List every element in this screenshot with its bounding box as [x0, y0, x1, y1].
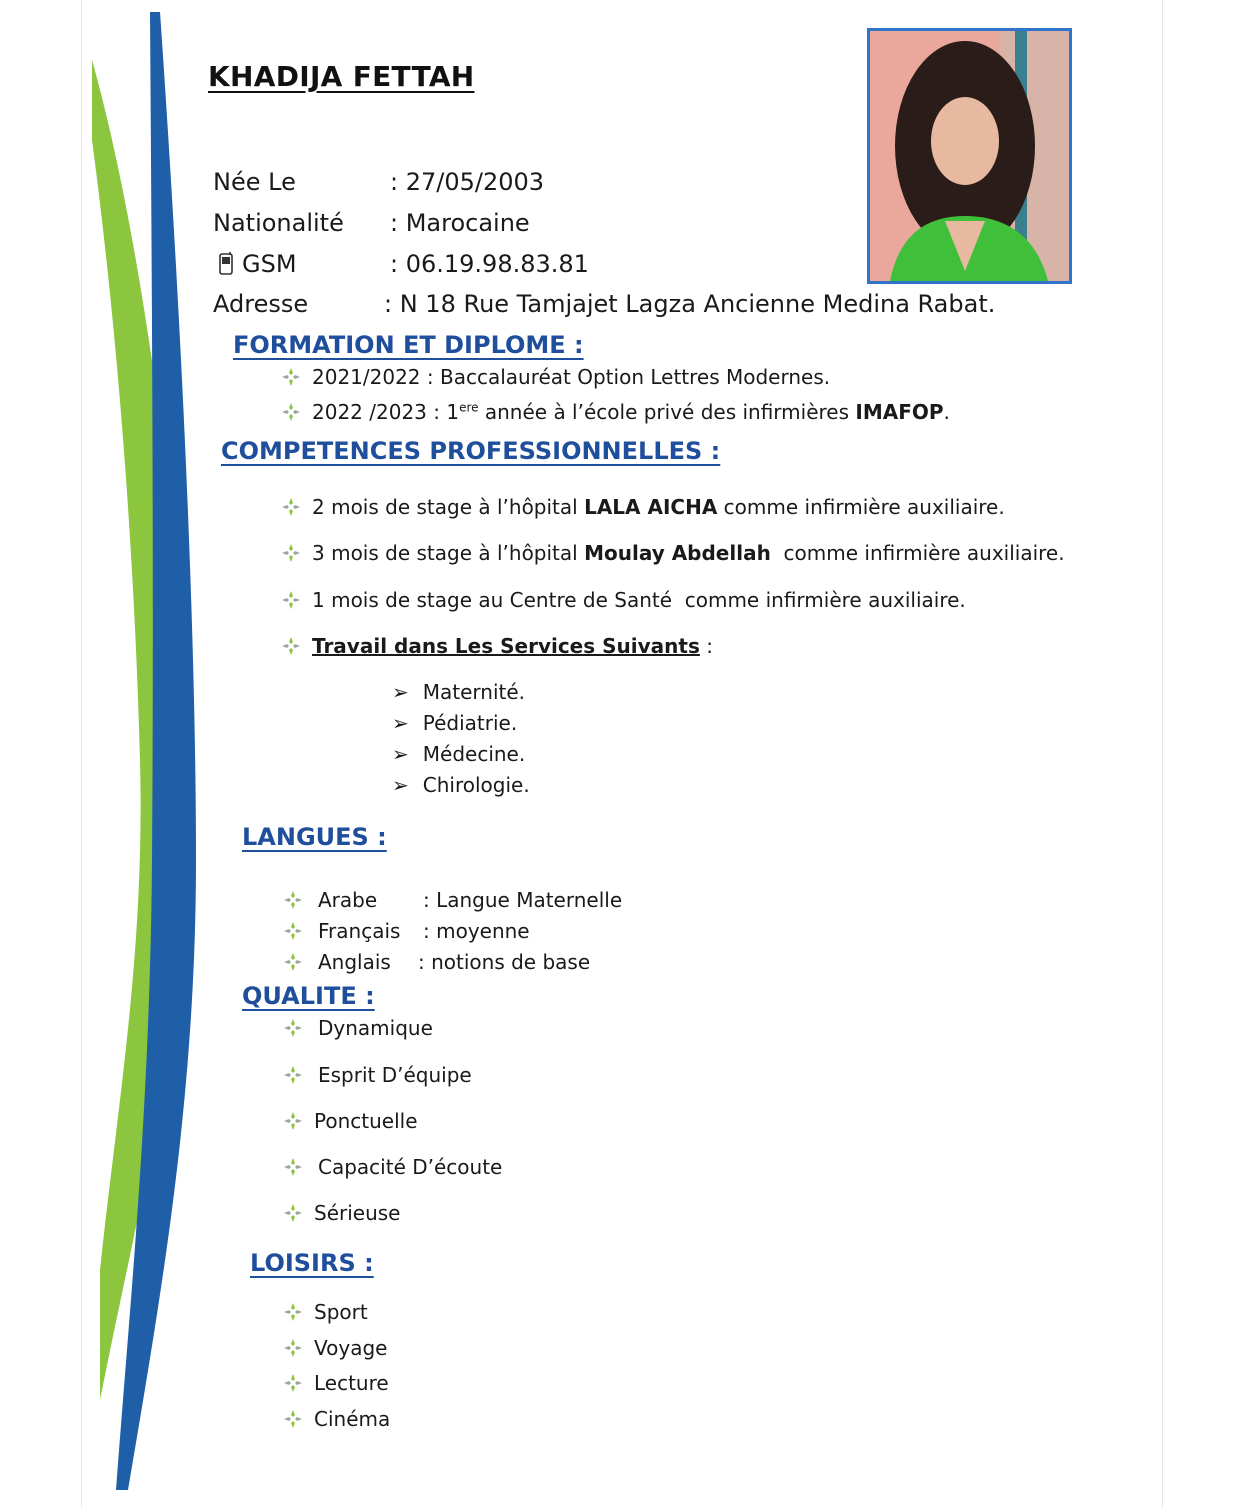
section-title-qualite: QUALITE : — [242, 982, 375, 1010]
services-colon: : — [699, 634, 713, 658]
info-value-nationality: : Marocaine — [390, 209, 530, 237]
info-label-address: Adresse — [213, 290, 309, 318]
services-title: Travail dans Les Services Suivants — [312, 634, 700, 658]
section-title-formation: FORMATION ET DIPLOME : — [233, 331, 584, 359]
superscript: ere — [459, 400, 479, 415]
text-part: comme infirmière auxiliaire. — [717, 495, 1005, 519]
info-value-birth: : 27/05/2003 — [390, 168, 545, 196]
diamond-bullet-icon — [282, 1408, 304, 1430]
quality-item — [282, 1109, 418, 1133]
section-title-loisirs: LOISIRS : — [250, 1249, 374, 1277]
diamond-bullet-icon — [280, 401, 302, 423]
section-title-langues: LANGUES : — [242, 823, 387, 851]
school-name: IMAFOP — [855, 400, 944, 424]
text-part: année à l’école privé des infirmières — [478, 400, 856, 424]
diamond-bullet-icon — [280, 496, 302, 518]
hobby-text: Voyage — [314, 1336, 388, 1360]
language-name: Anglais — [318, 950, 391, 974]
diamond-bullet-icon — [282, 1337, 304, 1359]
hospital-name: LALA AICHA — [584, 495, 718, 519]
quality-text: Ponctuelle — [314, 1109, 418, 1133]
language-level: : notions de base — [418, 950, 591, 974]
language-level: : Langue Maternelle — [423, 888, 623, 912]
competence-item — [280, 588, 966, 612]
language-item — [282, 888, 622, 912]
quality-text: Sérieuse — [314, 1201, 401, 1225]
competence-item — [280, 495, 1005, 519]
service-item — [392, 742, 525, 766]
service-item — [392, 680, 525, 704]
quality-item — [282, 1016, 433, 1040]
text-part: 2022 /2023 : 1 — [312, 400, 460, 424]
language-level: : moyenne — [423, 919, 530, 943]
competence-text: 1 mois de stage au Centre de Santé comme infirmière auxiliaire. — [312, 588, 966, 612]
arrow-bullet-icon: ➢ — [392, 742, 409, 766]
formation-item — [280, 400, 950, 424]
competence-services-heading — [280, 634, 713, 658]
quality-item — [282, 1063, 472, 1087]
diamond-bullet-icon — [282, 1110, 304, 1132]
hobby-text: Lecture — [314, 1371, 389, 1395]
competence-text — [312, 541, 1065, 565]
info-value-gsm: : 06.19.98.83.81 — [390, 250, 589, 278]
language-name: Français — [318, 919, 401, 943]
language-item — [282, 919, 530, 943]
diamond-bullet-icon — [280, 542, 302, 564]
formation-item-text: 2021/2022 : Baccalauréat Option Lettres Modernes. — [312, 365, 831, 389]
formation-item — [280, 365, 830, 389]
diamond-bullet-icon — [282, 951, 304, 973]
info-label-birth: Née Le — [213, 168, 296, 196]
arrow-bullet-icon: ➢ — [392, 711, 409, 735]
text-part: 2 mois de stage à l’hôpital — [312, 495, 585, 519]
quality-item — [282, 1201, 400, 1225]
service-item — [392, 773, 530, 797]
diamond-bullet-icon — [282, 889, 304, 911]
text-part: . — [943, 400, 950, 424]
diamond-bullet-icon — [282, 1017, 304, 1039]
service-text: Médecine. — [422, 742, 526, 766]
candidate-name: KHADIJA FETTAH — [208, 60, 475, 93]
quality-text: Dynamique — [318, 1016, 433, 1040]
hobby-text: Sport — [314, 1300, 368, 1324]
text-part: comme infirmière auxiliaire. — [770, 541, 1065, 565]
quality-text: Esprit D’équipe — [318, 1063, 472, 1087]
hobby-item — [282, 1336, 387, 1360]
hobby-item — [282, 1300, 368, 1324]
mobile-phone-icon — [218, 252, 234, 276]
diamond-bullet-icon — [282, 1372, 304, 1394]
info-label-gsm: GSM — [242, 250, 297, 278]
language-item — [282, 950, 590, 974]
diamond-bullet-icon — [282, 1202, 304, 1224]
hobby-text: Cinéma — [314, 1407, 391, 1431]
portrait-photo — [867, 28, 1072, 284]
hobby-item — [282, 1407, 390, 1431]
section-title-competences: COMPETENCES PROFESSIONNELLES : — [221, 437, 721, 465]
language-name: Arabe — [318, 888, 378, 912]
arrow-bullet-icon: ➢ — [392, 773, 409, 797]
service-text: Maternité. — [422, 680, 526, 704]
info-label-gsm-row — [218, 250, 297, 278]
diamond-bullet-icon — [282, 1064, 304, 1086]
hospital-name: Moulay Abdellah — [584, 541, 771, 565]
diamond-bullet-icon — [282, 920, 304, 942]
competence-text — [312, 495, 1005, 519]
formation-item-text — [312, 400, 950, 424]
service-item — [392, 711, 517, 735]
diamond-bullet-icon — [280, 589, 302, 611]
arrow-bullet-icon: ➢ — [392, 680, 409, 704]
quality-text: Capacité D’écoute — [318, 1155, 503, 1179]
text-part: 3 mois de stage à l’hôpital — [312, 541, 585, 565]
diamond-bullet-icon — [280, 635, 302, 657]
diamond-bullet-icon — [280, 366, 302, 388]
service-text: Pédiatrie. — [422, 711, 518, 735]
diamond-bullet-icon — [282, 1301, 304, 1323]
diamond-bullet-icon — [282, 1156, 304, 1178]
info-value-address: : N 18 Rue Tamjajet Lagza Ancienne Medina Rabat. — [384, 290, 996, 318]
info-label-nationality: Nationalité — [213, 209, 344, 237]
quality-item — [282, 1155, 502, 1179]
service-text: Chirologie. — [422, 773, 530, 797]
competence-item — [280, 541, 1065, 565]
hobby-item — [282, 1371, 389, 1395]
